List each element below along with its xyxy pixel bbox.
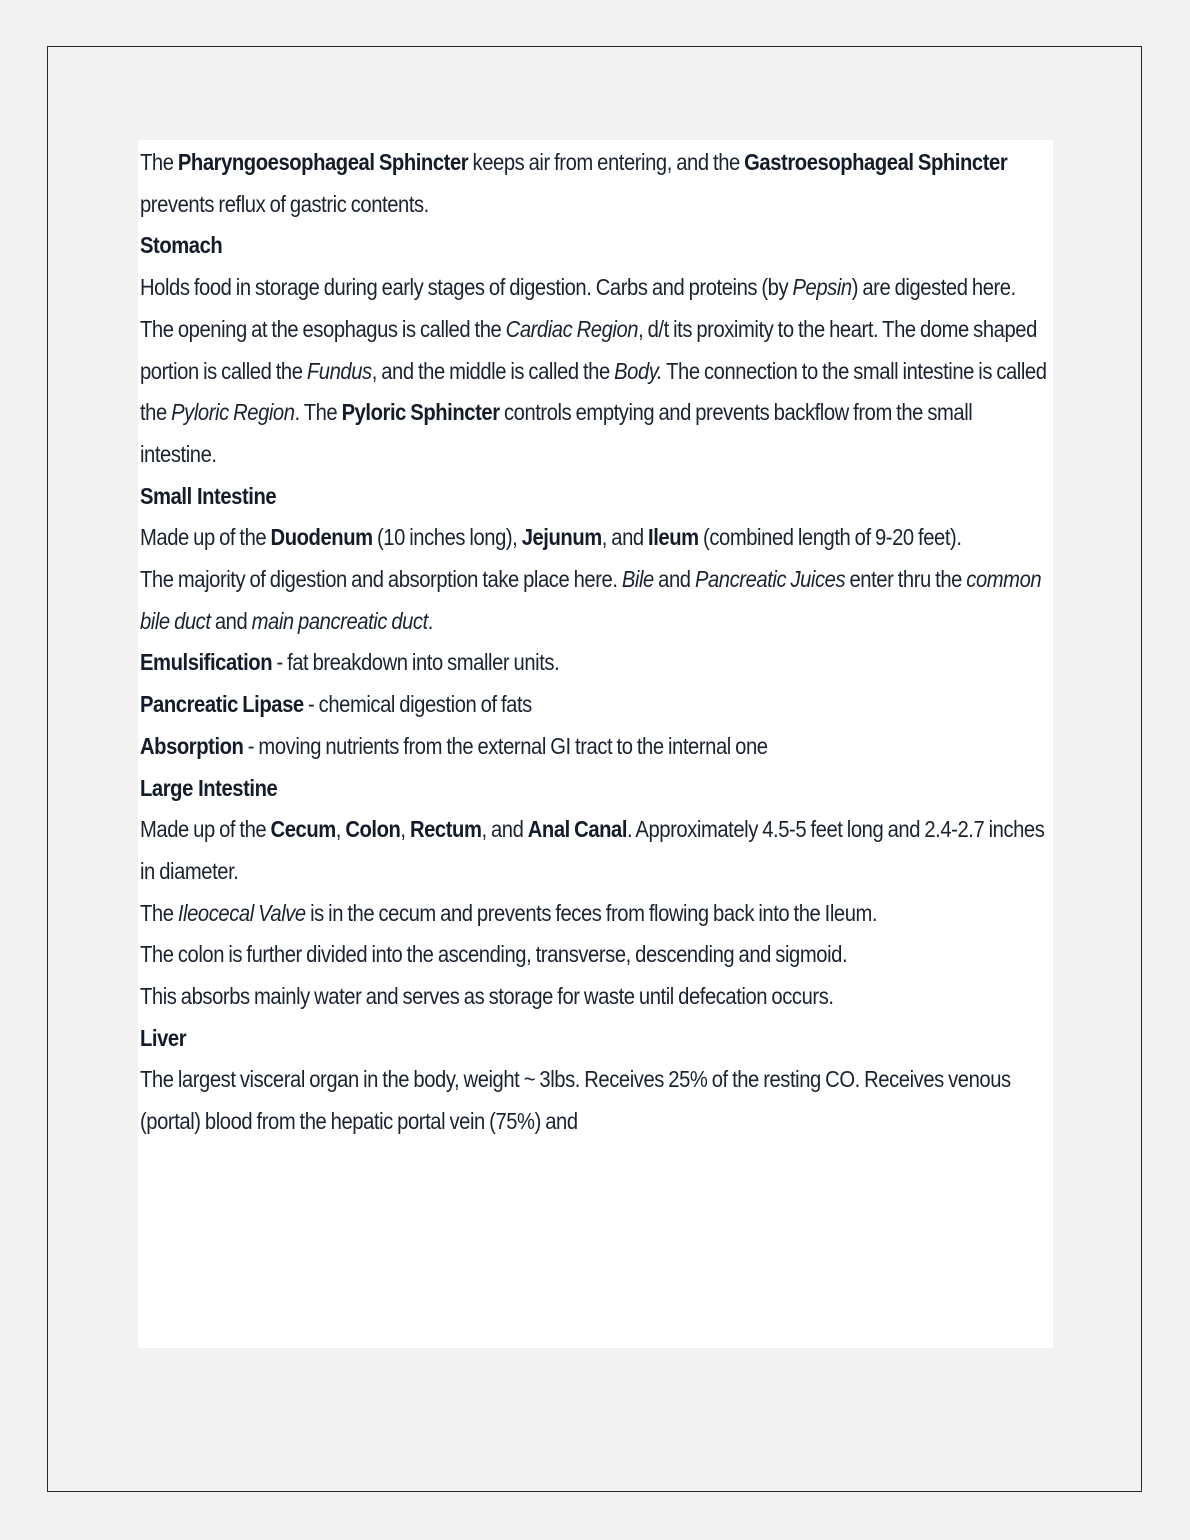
document-content (140, 142, 1051, 1143)
small-intestine-paragraph-2: The majority of digestion and absorption take place here. Bile and Pancreatic Juices enter thru the common bile duct and main pancreatic duct. (140, 566, 1042, 634)
term-pancreatic-lipase: Pancreatic Lipase - chemical digestion of fats (140, 691, 532, 718)
small-intestine-paragraph-1: Made up of the Duodenum (10 inches long), Jejunum, and Ileum (combined length of 9-20 feet). (140, 524, 962, 551)
document-text-block (138, 140, 1053, 1348)
sphincter-paragraph: The Pharyngoesophageal Sphincter keeps air from entering, and the Gastroesophageal Sphincter prevents reflux of gastric contents. (140, 149, 1008, 217)
liver-paragraph: The largest visceral organ in the body, weight ~ 3lbs. Receives 25% of the resting CO. Receives venous (portal) blood from the hepatic portal vein (75%) and (140, 1066, 1011, 1135)
large-intestine-paragraph-4: This absorbs mainly water and serves as storage for waste until defecation occurs. (140, 983, 834, 1010)
heading-small-intestine: Small Intestine (140, 482, 277, 509)
stomach-paragraph: Holds food in storage during early stages of digestion. Carbs and proteins (by Pepsin) are digested here. The opening at the esophagus is called the Cardiac Region, d/t its proximity to the heart. The dome shaped portion is called the Fundus, and the middle is called the Body. The connection to the small intestine is called the Pyloric Region. The Pyloric Sphincter controls emptying and prevents backflow from the small intestine. (140, 274, 1047, 467)
large-intestine-paragraph-3: The colon is further divided into the ascending, transverse, descending and sigmoid. (140, 941, 848, 968)
heading-liver: Liver (140, 1024, 187, 1051)
term-absorption: Absorption - moving nutrients from the external GI tract to the internal one (140, 732, 768, 759)
heading-stomach: Stomach (140, 232, 223, 259)
large-intestine-paragraph-1: Made up of the Cecum, Colon, Rectum, and Anal Canal. Approximately 4.5-5 feet long and 2.4-2.7 inches in diameter. (140, 816, 1045, 884)
term-gastroesophageal-sphincter: Gastroesophageal Sphincter (744, 149, 1008, 175)
term-pharyngoesophageal-sphincter: Pharyngoesophageal Sphincter (177, 149, 469, 175)
heading-large-intestine: Large Intestine (140, 774, 278, 801)
term-pyloric-sphincter: Pyloric Sphincter (341, 399, 500, 426)
large-intestine-paragraph-2: The Ileocecal Valve is in the cecum and prevents feces from flowing back into the Ileum. (140, 899, 878, 926)
term-emulsification: Emulsification - fat breakdown into smaller units. (140, 649, 560, 676)
